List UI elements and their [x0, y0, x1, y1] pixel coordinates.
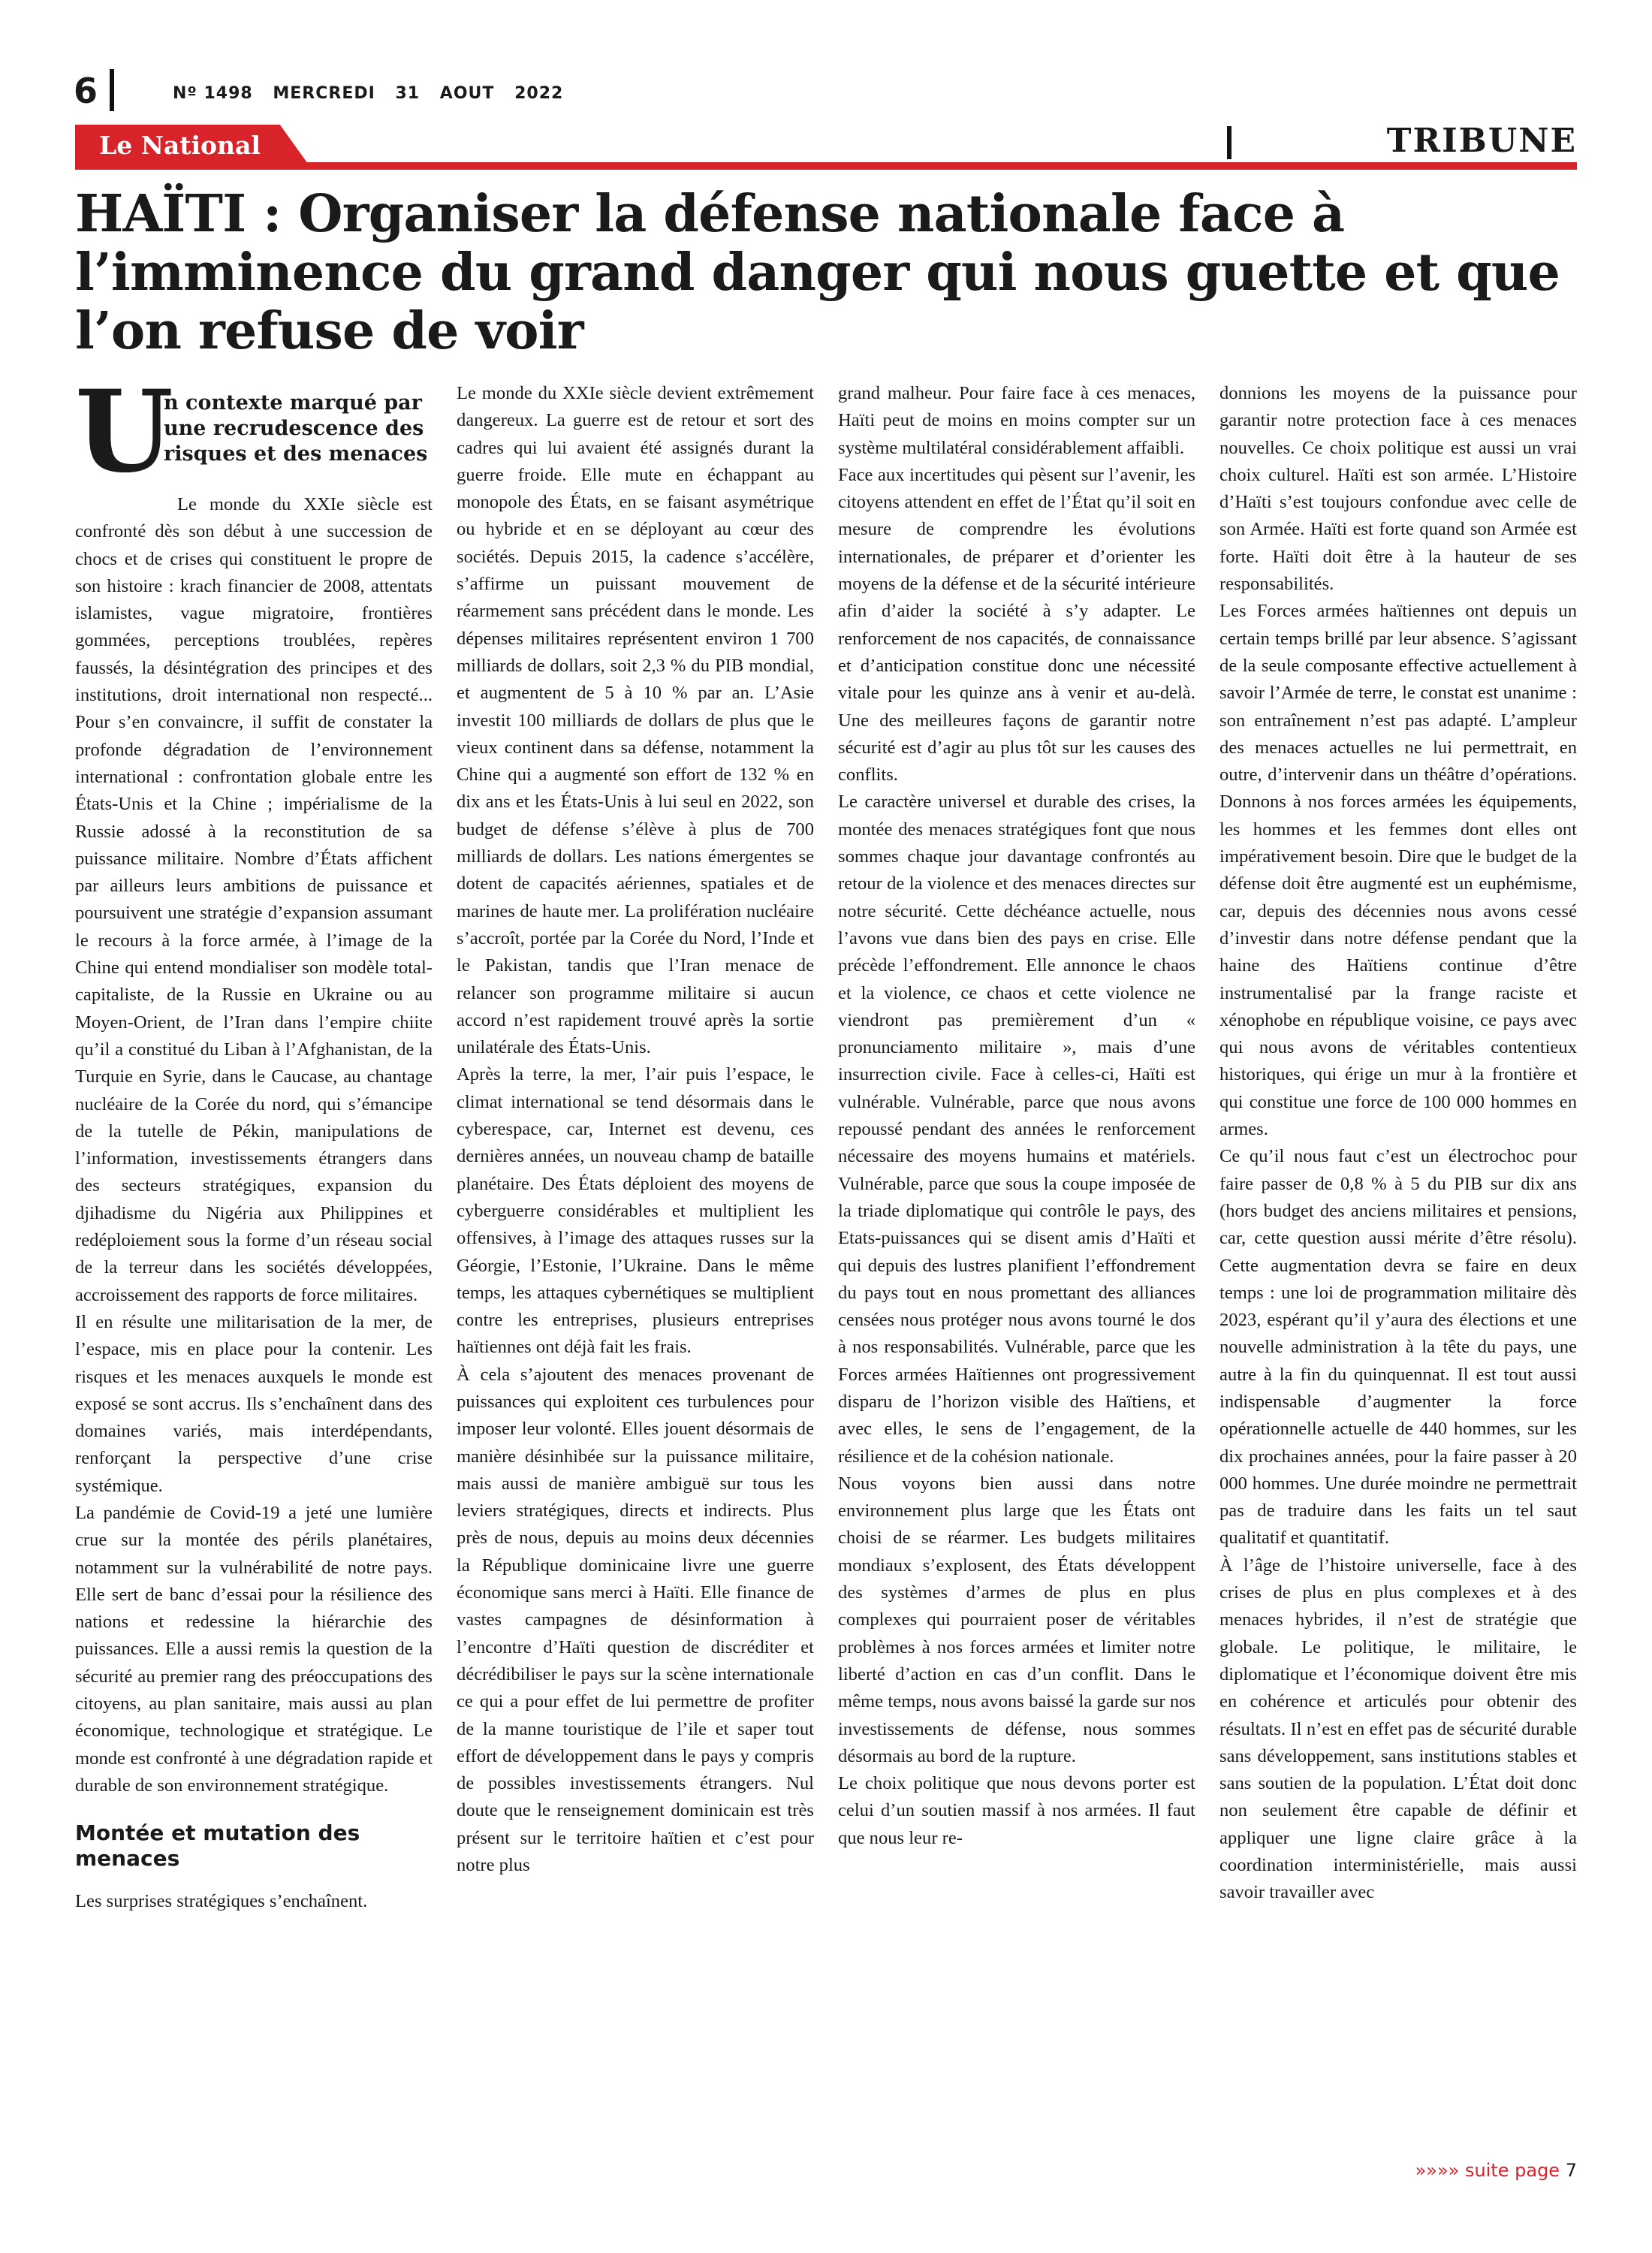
section-divider: [1227, 126, 1231, 159]
paragraph: La pandémie de Covid-19 a jeté une lumière crue sur la montée des périls planétaires, notamment sur la vulnérabilité de notre pays. Elle sert de banc d’essai pour la résilience des nations et redessine la hiérarchie des puissances. Elle a aussi remis la question de la sécurité au premier rang des préoccupations des citoyens, au plan sanitaire, mais aussi au plan économique, technologique et stratégique. Le monde est confronté à une dégradation rapide et durable de son environnement stratégique.: [75, 1502, 433, 1796]
paragraph: Face aux incertitudes qui pèsent sur l’avenir, les citoyens attendent en effet de l’État qu’il soit en mesure de comprendre les évolutions internationales, de préparer et d’orienter les moyens de la défense et de la sécurité intérieure afin d’aider la société à s’y adapter. Le renforcement de nos capacités, de connaissance et d’anticipation constitue donc une nécessité vitale pour les quinze ans à venir et au-delà. Une des meilleures façons de garantir notre sécurité est d’agir au plus tôt sur les causes des conflits.: [838, 464, 1195, 786]
issue-line: [173, 84, 577, 103]
continued-link[interactable]: [1415, 2160, 1577, 2181]
issue-number: Nº 1498: [173, 84, 253, 103]
column-1: [75, 380, 433, 2152]
article-body: [75, 380, 1577, 2152]
paragraph: grand malheur. Pour faire face à ces menaces, Haïti peut de moins en moins compter sur un système multilatéral considérablement affaibli.: [838, 383, 1195, 458]
paragraph: donnions les moyens de la puissance pour garantir notre protection face à ces menaces nouvelles. Ce choix politique est aussi un vrai choix culturel. Haïti est son armée. L’Histoire d’Haïti s’est toujours confondue avec celle de son Armée. Haïti est forte quand son Armée est forte. Haïti doit être à la hauteur de ses responsabilités.: [1219, 383, 1577, 595]
lede-block: [75, 380, 433, 498]
issue-month: AOUT: [439, 84, 495, 103]
header-rule: [75, 162, 1577, 170]
continued-label: »»»» suite page: [1415, 2160, 1560, 2181]
page-number: 6: [74, 71, 98, 111]
column-2: [457, 380, 814, 2152]
drop-cap: U: [75, 380, 173, 498]
paragraph: Les Forces armées haïtiennes ont depuis un certain temps brillé par leur absence. S’agissant de la seule composante effective actuellement à savoir l’Armée de terre, le constat est unanime : son entraînement n’est pas adapté. L’ampleur des menaces actuelles ne lui permettrait, en outre, d’intervenir dans un théâtre d’opérations. Donnons à nos forces armées les équipements, les hommes et les femmes dont elles ont impérativement besoin. Dire que le budget de la défense doit être augmenté est un euphémisme, car, depuis des décennies nous avons cessé d’investir dans notre défense pendant que la haine des Haïtiens continue d’être instrumentalisé par la frange raciste et xénophobe en république voisine, ce pays avec qui nous avons de véritables contentieux historiques, qui érige un mur à la frontière et qui constitue une force de 100 000 hommes en armes.: [1219, 601, 1577, 1140]
issue-day: 31: [395, 84, 421, 103]
paragraph: Ce qu’il nous faut c’est un électrochoc pour faire passer de 0,8 % à 5 du PIB sur dix ans (hors budget des anciens militaires et pensions, car, cette question aussi mérite d’être résolu). Cette augmentation devra se faire en deux temps : une loi de programmation militaire dès 2023, espérant qu’il y’aura des élections et une nouvelle administration à la tête du pays, une autre à la fin du quinquennat. Il est tout aussi indispensable d’augmenter la force opérationnelle actuelle de 440 hommes, sur les dix prochaines années, pour la faire passer à 20 000 hommes. Une durée moindre ne permettrait pas de traduire dans les faits un tel saut qualitatif et quantitatif.: [1219, 1146, 1577, 1549]
paragraph: À cela s’ajoutent des menaces provenant de puissances qui exploitent ces turbulences pour imposer leur volonté. Elles jouent désormais de manière désinhibée sur la puissance militaire, mais aussi de manière ambiguë sur tous les leviers stratégiques, directs et indirects. Plus près de nous, depuis au moins deux décennies la République dominicaine livre une guerre économique sans merci à Haïti. Elle finance de vastes campagnes de désinformation à l’encontre d’Haïti question de discréditer et décrédibiliser le pays sur la scène internationale ce qui a pour effet de lui permettre de profiter de la manne touristique de l’ile et saper tout effort de développement dans le pays y compris de possibles investissements étrangers. Nul doute que le renseignement dominicain est très présent sur le territoire haïtien et c’est pour notre plus: [457, 1364, 814, 1876]
publication-name: Le National: [99, 131, 261, 160]
paragraph: Les surprises stratégiques s’enchaînent.: [75, 1891, 368, 1912]
section-label: TRIBUNE: [1386, 122, 1577, 160]
paragraph: Le caractère universel et durable des crises, la montée des menaces stratégiques font que nous sommes chaque jour davantage confrontés au retour de la violence et des menaces directes sur notre sécurité. Cette déchéance actuelle, nous l’avons vue dans bien des pays en crise. Elle précède l’effondrement. Elle annonce le chaos et la violence, ce chaos et cette violence ne viendront pas premièrement d’un « pronunciamento militaire », mais d’une insurrection civile. Face à celles-ci, Haïti est vulnérable. Vulnérable, parce que nous avons repoussé pendant des années le renforcement nécessaire des moyens humains et matériels. Vulnérable, parce que sous la coupe imposée de la triade diplomatique qui contrôle le pays, des Etats-puissances qui se disent amis d’Haïti et qui depuis des lustres planifient l’effondrement du pays tout en nous promettant des alliances censées nous protéger nous avons tourné le dos à nos responsabilités. Vulnérable, parce que les Forces armées Haïtiennes ont progressivement disparu de l’horizon visible des Haïtiens, et avec elles, le sens de l’engagement, de la résilience et de la cohésion nationale.: [838, 792, 1195, 1467]
paragraph: Après la terre, la mer, l’air puis l’espace, le climat international se tend désormais dans le cyberespace, car, Internet est devenu, ces dernières années, un nouveau champ de bataille planétaire. Des États déploient des moyens de cyberguerre considérables et multiplient les offensives, à l’image des attaques russes sur la Géorgie, l’Estonie, l’Ukraine. Dans le même temps, les attaques cybernétiques se multiplient contre les entreprises, plusieurs entreprises haïtiennes ont déjà fait les frais.: [457, 1064, 814, 1358]
issue-year: 2022: [514, 84, 564, 103]
column-4: [1219, 380, 1577, 2152]
lede: n contexte marqué par une recrudescence des risques et des menaces: [164, 391, 428, 466]
paragraph: À l’âge de l’histoire universelle, face à des crises de plus en plus complexes et à des menaces hybrides, il n’est de stratégie que globale. Le politique, le militaire, le diplomatique et l’économique doivent être mis en cohérence et articulés pour obtenir des résultats. Il n’est en effet pas de sécurité durable sans développement, sans institutions stables et sans soutien de la population. L’État doit donc non seulement être capable de définir et appliquer une ligne claire grâce à la coordination interministérielle, mais aussi savoir travailler avec: [1219, 1555, 1577, 1903]
subheading: Montée et mutation des menaces: [75, 1820, 360, 1871]
article-headline: HAÏTI : Organiser la défense nationale face à l’imminence du grand danger qui nous guette et que l’on refuse de voir: [75, 184, 1560, 361]
continued-page: 7: [1565, 2160, 1577, 2181]
column-3: [838, 380, 1195, 2152]
paragraph: Le monde du XXIe siècle devient extrêmement dangereux. La guerre est de retour et sort des cadres qui lui avaient été assignés durant la guerre froide. Elle mute en échappant au monopole des États, en se faisant asymétrique ou hybride et en se déployant au cœur des sociétés. Depuis 2015, la cadence s’accélère, s’affirme un puissant mouvement de réarmement sans précédent dans le monde. Les dépenses militaires représentent environ 1 700 milliards de dollars, soit 2,3 % du PIB mondial, et augmentent de 5 à 10 % par an. L’Asie investit 100 milliards de dollars de plus que le vieux continent dans sa défense, notamment la Chine qui a augmenté son effort de 132 % en dix ans et les États-Unis à lui seul en 2022, son budget de défense s’élève à plus de 700 milliards de dollars. Les nations émergentes se dotent de capacités aériennes, spatiales et de marines de haute mer. La prolifération nucléaire s’accroît, portée par la Corée du Nord, l’Inde et le Pakistan, tandis que l’Iran menace de relancer son programme militaire si aucun accord n’est rapidement trouvé après la sortie unilatérale des États-Unis.: [457, 383, 814, 1058]
paragraph: Il en résulte une militarisation de la mer, de l’espace, mis en place pour la contenir. Les risques et les menaces auxquels le monde est exposé se sont accrus. Ils s’enchaînent dans des domaines variés, mais interdépendants, renforçant la perspective d’une crise systémique.: [75, 1311, 433, 1496]
page-number-divider: [110, 69, 114, 111]
paragraph: Le choix politique que nous devons porter est celui d’un soutien massif à nos armées. Il faut que nous leur re-: [838, 1773, 1195, 1848]
paragraph: Nous voyons bien aussi dans notre environnement plus large que les États ont choisi de se réarmer. Les budgets militaires mondiaux s’explosent, des États développent des systèmes d’armes de plus en plus complexes qui pourraient poser de véritables problèmes à nos forces armées et limiter notre liberté d’action en cas d’un conflit. Dans le même temps, nous avons baissé la garde sur nos investissements de défense, nous sommes désormais au bord de la rupture.: [838, 1473, 1195, 1766]
paragraph: Le monde du XXIe siècle est confronté dès son début à une succession de chocs et de crises qui constituent le propre de son histoire : krach financier de 2008, attentats islamistes, vague migratoire, frontières gommées, perceptions troublées, repères faussés, la désintégration des principes et des institutions, droit international non respecté... Pour s’en convaincre, il suffit de constater la profonde dégradation de l’environnement international : confrontation globale entre les États-Unis et la Chine ; impérialisme de la Russie adossé à la reconstitution de sa puissance militaire. Nombre d’États affichent par ailleurs leurs ambitions de puissance et poursuivent une stratégie d’expansion assumant le recours à la force armée, à l’image de la Chine qui entend mondialiser son modèle total-capitaliste, de la Russie en Ukraine ou au Moyen-Orient, de l’Iran dans l’empire chiite qu’il a constitué du Liban à l’Afghanistan, de la Turquie en Syrie, dans le Caucase, au chantage nucléaire de la Corée du nord, qui s’émancipe de la tutelle de Pékin, manipulations de l’information, investissements étrangers dans des secteurs stratégiques, expansion du djihadisme du Nigéria aux Philippines et redéploiement sous la forme d’un réseau social de la terreur dans les sociétés développées, accroissement des rapports de force militaires.: [75, 494, 433, 1305]
issue-weekday: MERCREDI: [273, 84, 375, 103]
